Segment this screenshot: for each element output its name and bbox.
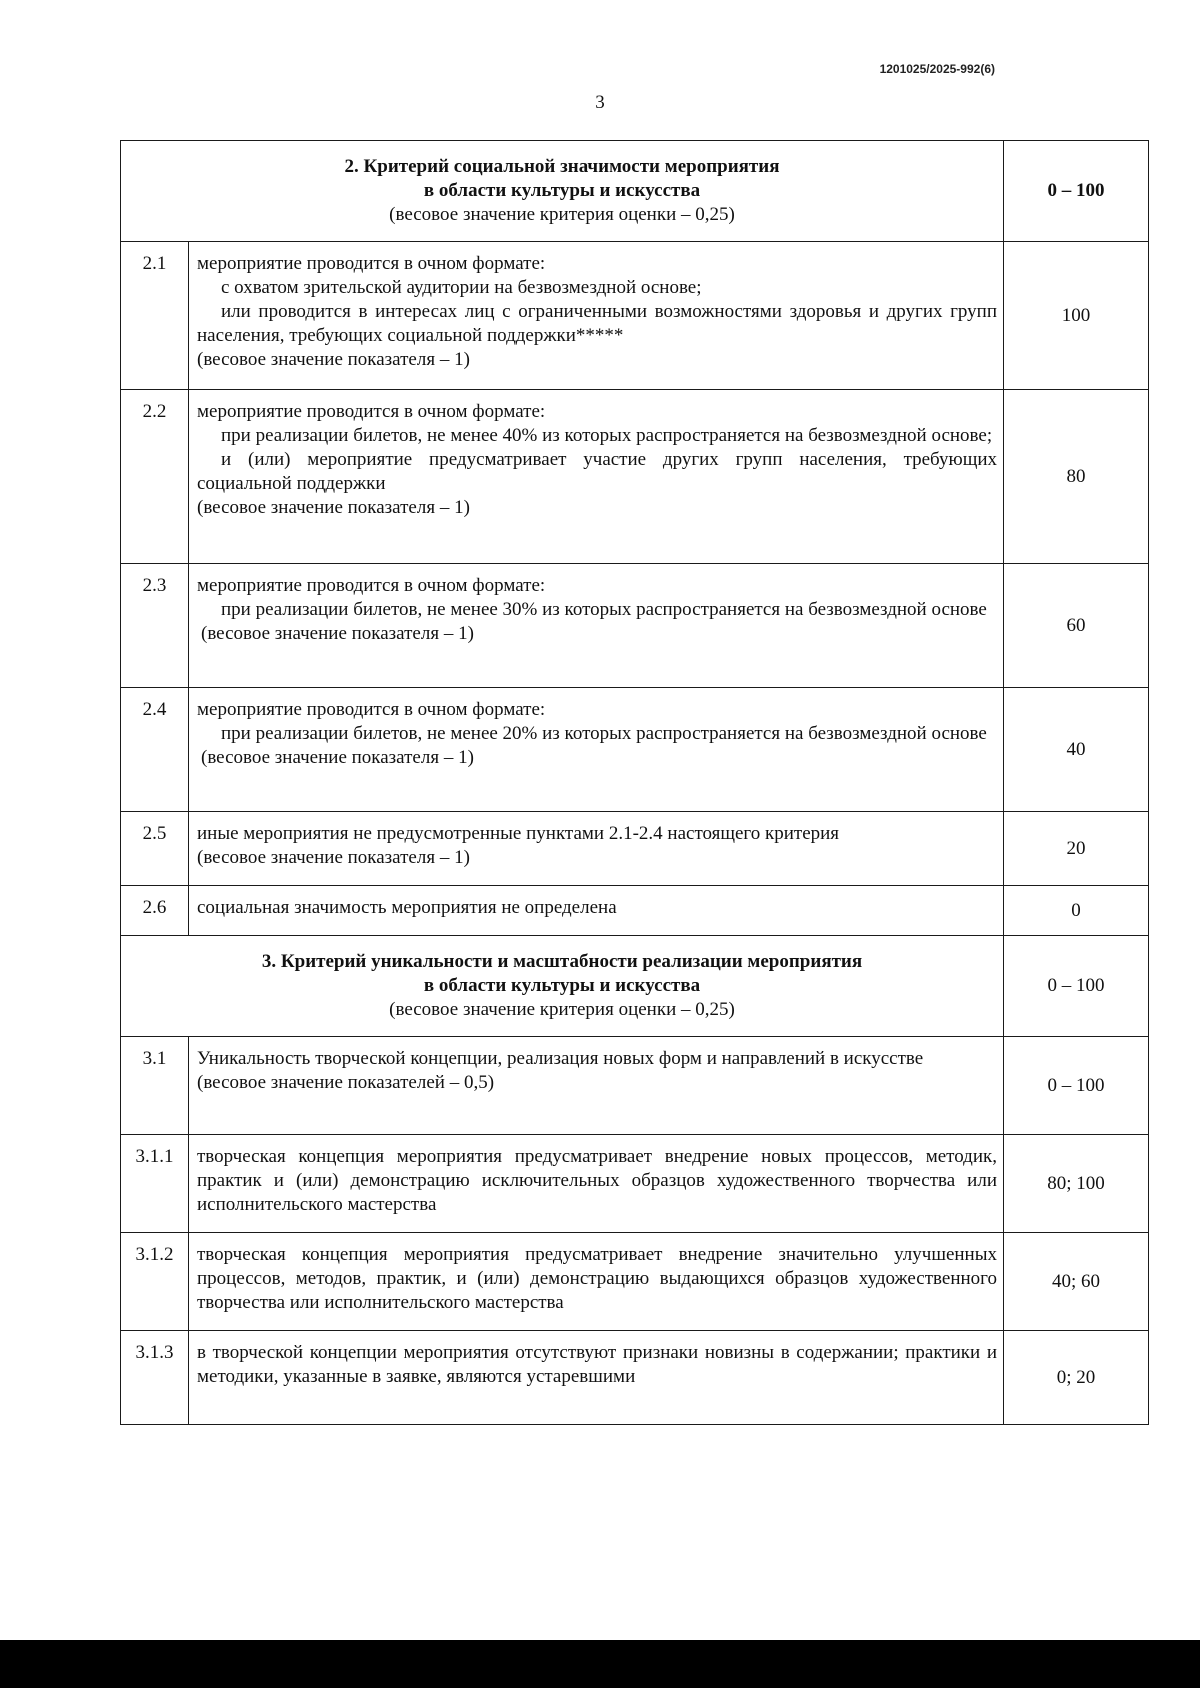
row-score: 0; 20 — [1004, 1331, 1149, 1425]
row-text-line: и (или) мероприятие предусматривает участие других групп населения, требующих социальной поддержки — [197, 449, 997, 494]
row-text-line: (весовое значение показателя – 1) — [197, 847, 470, 868]
row-text-line: (весовое значение показателей – 0,5) — [197, 1072, 495, 1093]
row-score: 80; 100 — [1004, 1135, 1149, 1233]
row-text-line: творческая концепция мероприятия предусматривает внедрение новых процессов, методик, практик и (или) демонстрацию исключительных образцов художественного творчества или исполнительского мастерства — [197, 1146, 997, 1215]
row-score: 100 — [1004, 242, 1149, 390]
row-description — [189, 1233, 1004, 1331]
row-text-line: при реализации билетов, не менее 20% из которых распространяется на безвозмездной основе — [221, 723, 987, 744]
criteria-table — [120, 140, 1149, 1425]
row-text-line: иные мероприятия не предусмотренные пунктами 2.1-2.4 настоящего критерия — [197, 823, 840, 844]
row-description — [189, 812, 1004, 886]
document-registration-number: 1201025/2025-992(6) — [879, 62, 995, 76]
row-text-line: мероприятие проводится в очном формате: — [197, 253, 546, 274]
row-description — [189, 688, 1004, 812]
row-score: 60 — [1004, 564, 1149, 688]
section-3-title-line1: 3. Критерий уникальности и масштабности реализации мероприятия — [261, 951, 863, 972]
row-number: 2.6 — [121, 886, 189, 936]
row-score: 40 — [1004, 688, 1149, 812]
row-number: 2.1 — [121, 242, 189, 390]
row-number: 3.1.3 — [121, 1331, 189, 1425]
section-3-weight: (весовое значение критерия оценки – 0,25) — [389, 999, 735, 1020]
page-number: 3 — [595, 92, 605, 113]
table-row — [121, 564, 1149, 688]
row-text-line: или проводится в интересах лиц с ограниченными возможностями здоровья и других групп населения, требующих социальной поддержки***** — [197, 301, 997, 346]
row-number: 3.1.2 — [121, 1233, 189, 1331]
scan-bottom-bar — [0, 1640, 1200, 1688]
row-description — [189, 886, 1004, 936]
row-score: 80 — [1004, 390, 1149, 564]
row-score: 0 — [1004, 886, 1149, 936]
table-row — [121, 242, 1149, 390]
row-text-line: с охватом зрительской аудитории на безвозмездной основе; — [221, 277, 702, 298]
section-3-score: 0 – 100 — [1004, 936, 1149, 1037]
row-text-line: (весовое значение показателя – 1) — [201, 747, 474, 768]
table-row — [121, 688, 1149, 812]
section-2-title-cell — [121, 141, 1004, 242]
row-text-line: при реализации билетов, не менее 30% из которых распространяется на безвозмездной основе — [221, 599, 987, 620]
row-description — [189, 564, 1004, 688]
table-row — [121, 1037, 1149, 1135]
row-text-line: мероприятие проводится в очном формате: — [197, 699, 546, 720]
row-text-line: творческая концепция мероприятия предусматривает внедрение значительно улучшенных процессов, методов, практик, и (или) демонстрацию выдающихся образцов художественного творчества или исполнительского мастерства — [197, 1244, 997, 1313]
row-score: 0 – 100 — [1004, 1037, 1149, 1135]
row-text-line: социальная значимость мероприятия не определена — [197, 897, 617, 918]
section-2-header-row — [121, 141, 1149, 242]
table-row — [121, 886, 1149, 936]
section-3-header-row — [121, 936, 1149, 1037]
section-3-title-line2: в области культуры и искусства — [423, 975, 701, 996]
row-text-line: мероприятие проводится в очном формате: — [197, 401, 546, 422]
row-number: 2.5 — [121, 812, 189, 886]
section-2-title-line2: в области культуры и искусства — [423, 180, 701, 201]
row-description — [189, 1331, 1004, 1425]
section-2-weight: (весовое значение критерия оценки – 0,25) — [389, 204, 735, 225]
table-row — [121, 1233, 1149, 1331]
section-2-score: 0 – 100 — [1004, 141, 1149, 242]
row-text-line: при реализации билетов, не менее 40% из которых распространяется на безвозмездной основе; — [221, 425, 993, 446]
row-score: 20 — [1004, 812, 1149, 886]
row-text-line: в творческой концепции мероприятия отсутствуют признаки новизны в содержании; практики и методики, указанные в заявке, являются устаревшими — [197, 1342, 997, 1387]
row-number: 2.3 — [121, 564, 189, 688]
row-description — [189, 390, 1004, 564]
row-text-line: (весовое значение показателя – 1) — [197, 349, 470, 370]
section-3-title-cell — [121, 936, 1004, 1037]
row-description — [189, 242, 1004, 390]
row-text-line: мероприятие проводится в очном формате: — [197, 575, 546, 596]
row-number: 2.4 — [121, 688, 189, 812]
row-number: 3.1.1 — [121, 1135, 189, 1233]
row-description — [189, 1135, 1004, 1233]
row-text-line: (весовое значение показателя – 1) — [197, 497, 470, 518]
section-2-title-line1: 2. Критерий социальной значимости мероприятия — [344, 156, 780, 177]
table-row — [121, 390, 1149, 564]
row-description — [189, 1037, 1004, 1135]
row-number: 2.2 — [121, 390, 189, 564]
table-row — [121, 1331, 1149, 1425]
row-text-line: Уникальность творческой концепции, реализация новых форм и направлений в искусстве — [197, 1048, 924, 1069]
row-score: 40; 60 — [1004, 1233, 1149, 1331]
table-row — [121, 812, 1149, 886]
table-row — [121, 1135, 1149, 1233]
row-number: 3.1 — [121, 1037, 189, 1135]
row-text-line: (весовое значение показателя – 1) — [201, 623, 474, 644]
